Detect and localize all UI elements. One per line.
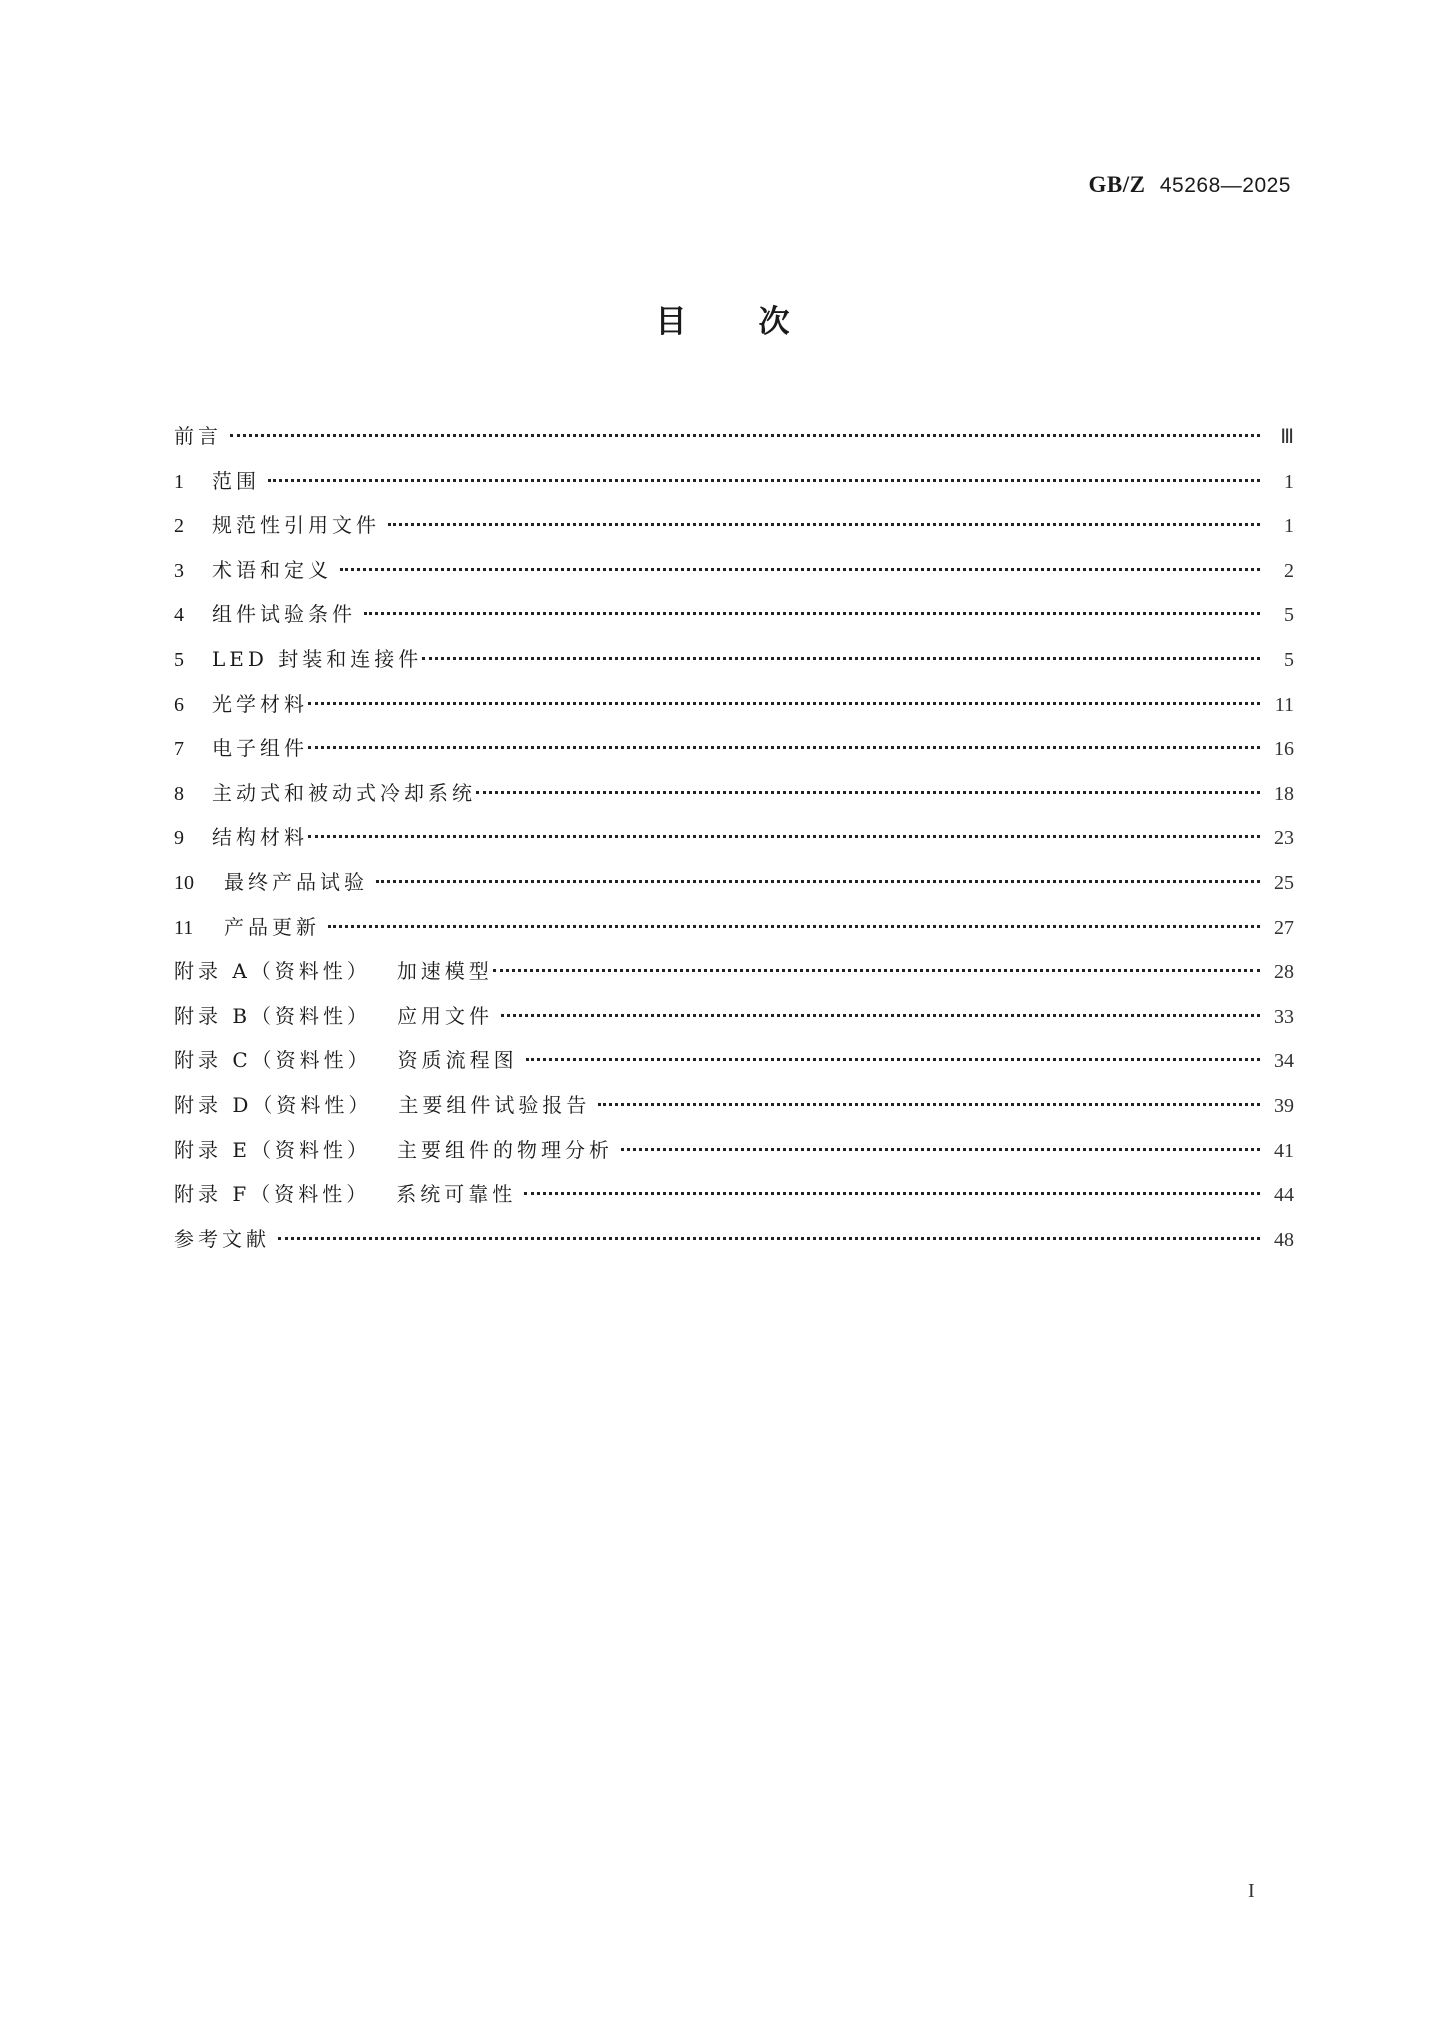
dot-leader (230, 434, 1260, 437)
toc-entry-3[interactable] (174, 548, 1294, 593)
toc-entry-8[interactable] (174, 771, 1294, 816)
toc-entry-number: 6 (174, 693, 184, 716)
toc-entry-number: 3 (174, 559, 184, 582)
toc-entry-number: 7 (174, 738, 184, 761)
toc-entry-page: 33 (1274, 1005, 1294, 1028)
page-title (0, 296, 1445, 341)
toc-entry-label: 主要组件的物理分析 (396, 1137, 613, 1162)
toc-entry-9[interactable] (174, 815, 1294, 860)
toc-annex-number: 附录 D（资料性） (174, 1092, 373, 1117)
toc-entry-number: 9 (174, 827, 184, 850)
dot-leader (598, 1103, 1260, 1106)
dot-leader (308, 702, 1260, 705)
dot-leader (493, 969, 1260, 972)
toc-entry-4[interactable] (174, 592, 1294, 637)
standard-code (1089, 172, 1291, 198)
dot-leader (388, 523, 1260, 526)
toc-entry-number: 1 (174, 470, 184, 493)
toc-entry-page: 2 (1284, 559, 1294, 582)
dot-leader (364, 612, 1260, 615)
toc-entry-label: 主动式和被动式冷却系统 (212, 780, 476, 805)
toc-entry-label: 电子组件 (212, 736, 308, 761)
toc-entry-annex-d[interactable] (174, 1083, 1294, 1128)
standard-number: 45268—2025 (1159, 174, 1291, 197)
toc-entry-annex-a[interactable] (174, 949, 1294, 994)
toc-entry-page: 23 (1274, 827, 1294, 850)
toc-entry-number: 2 (174, 515, 184, 538)
toc-entry-label: 术语和定义 (212, 557, 332, 582)
toc-entry-page: 1 (1284, 515, 1294, 538)
toc-entry-page: 18 (1274, 782, 1294, 805)
toc-entry-label: 结构材料 (212, 825, 308, 850)
title-char-1: 目 (655, 304, 687, 340)
dot-leader (340, 568, 1260, 571)
toc-entry-page: 5 (1284, 648, 1294, 671)
toc-entry-page: 34 (1274, 1050, 1294, 1073)
dot-leader (526, 1058, 1260, 1061)
dot-leader (328, 925, 1260, 928)
toc-entry-1[interactable] (174, 459, 1294, 504)
toc-entry-label: 资质流程图 (397, 1048, 518, 1073)
toc-entry-page: 28 (1274, 961, 1294, 984)
toc-entry-label: 加速模型 (396, 959, 493, 984)
toc-entry-page: 1 (1284, 470, 1294, 493)
dot-leader (524, 1192, 1260, 1195)
toc-entry-10[interactable] (174, 860, 1294, 905)
toc-entry-number: 4 (174, 604, 184, 627)
toc-entry-page: 11 (1274, 693, 1294, 716)
toc-entry-number: 10 (174, 871, 194, 894)
standard-prefix: GB/Z (1088, 172, 1146, 197)
toc-entry-label: 前言 (174, 424, 222, 448)
toc-entry-6[interactable] (174, 682, 1294, 727)
toc-entry-annex-b[interactable] (174, 994, 1294, 1039)
toc-entry-label: 应用文件 (397, 1003, 494, 1028)
toc-entry-label: 主要组件试验报告 (398, 1092, 591, 1117)
toc-entry-label: 组件试验条件 (212, 602, 356, 627)
toc-entry-foreword[interactable] (174, 414, 1294, 459)
toc-entry-label: 系统可靠性 (396, 1182, 517, 1207)
dot-leader (308, 835, 1260, 838)
toc-entry-annex-c[interactable] (174, 1038, 1294, 1083)
toc-entry-page: 48 (1274, 1228, 1294, 1251)
toc-entry-page: 39 (1274, 1094, 1294, 1117)
dot-leader (476, 791, 1260, 794)
dot-leader (376, 880, 1260, 883)
toc-entry-label: 参考文献 (174, 1226, 270, 1251)
toc-entry-annex-f[interactable] (174, 1172, 1294, 1217)
page-number: I (1248, 1880, 1255, 1902)
dot-leader (501, 1014, 1260, 1017)
toc-entry-page: 16 (1274, 738, 1294, 761)
toc-annex-number: 附录 B（资料性） (174, 1003, 372, 1028)
toc-entry-label: LED 封装和连接件 (212, 646, 423, 671)
title-char-2: 次 (758, 304, 790, 340)
dot-leader (621, 1148, 1260, 1151)
toc-entry-label: 光学材料 (212, 691, 308, 716)
toc-entry-page: 27 (1274, 916, 1294, 939)
toc-entry-page: 44 (1274, 1184, 1294, 1207)
dot-leader (422, 657, 1260, 660)
toc-entry-bibliography[interactable] (174, 1217, 1294, 1262)
toc-entry-page: 41 (1274, 1139, 1294, 1162)
toc-entry-number: 5 (174, 648, 184, 671)
toc-entry-page: 5 (1284, 604, 1294, 627)
toc-entry-number: 8 (174, 782, 184, 805)
toc-entry-annex-e[interactable] (174, 1128, 1294, 1173)
toc-entry-2[interactable] (174, 503, 1294, 548)
toc-annex-number: 附录 C（资料性） (174, 1048, 372, 1073)
toc-annex-number: 附录 E（资料性） (174, 1137, 371, 1162)
dot-leader (278, 1237, 1260, 1240)
toc-entry-page: 25 (1274, 871, 1294, 894)
toc-entry-page: Ⅲ (1280, 426, 1294, 448)
dot-leader (308, 746, 1260, 749)
toc-entry-label: 产品更新 (224, 914, 320, 939)
toc-entry-label: 最终产品试验 (224, 869, 368, 894)
dot-leader (268, 479, 1260, 482)
toc-annex-number: 附录 A（资料性） (174, 959, 371, 984)
toc-entry-11[interactable] (174, 905, 1294, 950)
toc-entry-number: 11 (174, 916, 194, 939)
toc-entry-7[interactable] (174, 726, 1294, 771)
toc-entry-label: 范围 (212, 468, 260, 493)
toc-entry-5[interactable] (174, 637, 1294, 682)
toc-annex-number: 附录 F（资料性） (174, 1182, 371, 1207)
table-of-contents (174, 414, 1294, 1261)
toc-entry-label: 规范性引用文件 (212, 513, 380, 538)
